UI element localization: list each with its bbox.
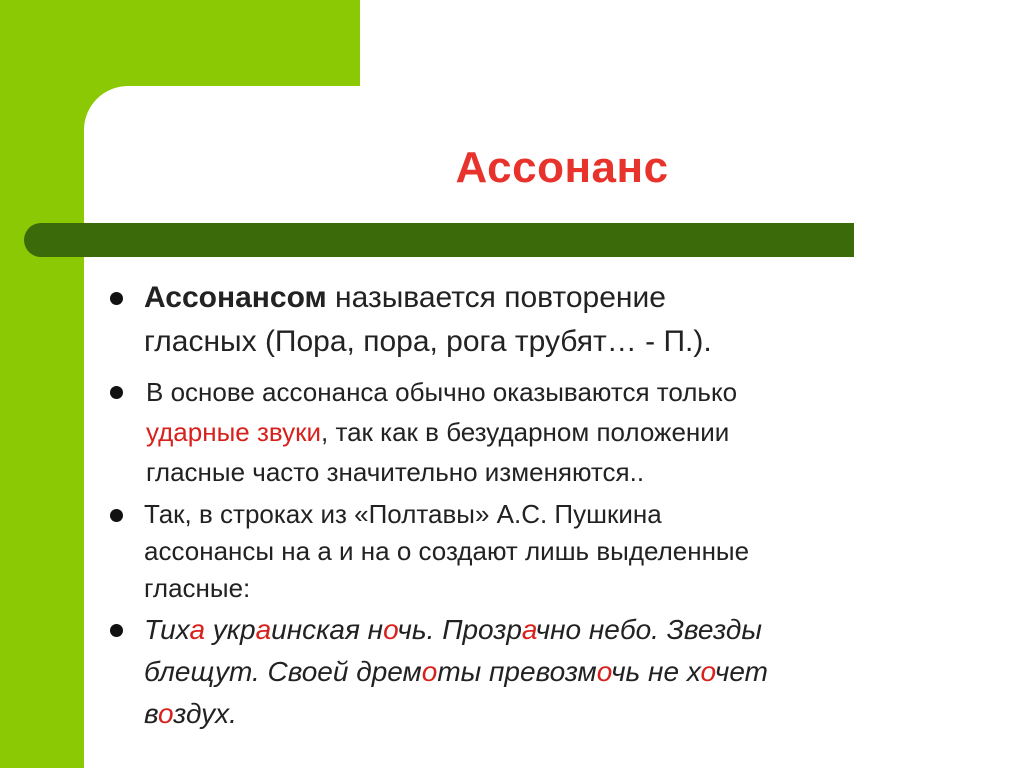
bullet-line: [144, 320, 1004, 364]
bullet-dot-icon: [110, 624, 123, 637]
bullet-line: [144, 693, 1004, 735]
slide-title: Ассонанс: [455, 143, 669, 192]
title-underline-bar: [24, 223, 854, 257]
bullet-line: [144, 533, 1004, 570]
bullet-dot-icon: [110, 509, 123, 522]
bullet-text: укр: [205, 614, 256, 645]
bullet-text: блещут. Своей дрем: [144, 656, 422, 687]
top-white-block: [360, 0, 1024, 86]
highlighted-text: а: [521, 614, 536, 645]
bullet-text: , так как в безударном положении: [321, 417, 730, 447]
highlighted-text: о: [421, 656, 438, 687]
bullet-text: гласные:: [144, 573, 251, 603]
bullet-item: [104, 372, 1004, 492]
bullet-line: [146, 372, 1004, 412]
bullet-line: [144, 651, 1004, 693]
bullet-text: чь не х: [611, 656, 701, 687]
bullet-text: Тих: [144, 614, 190, 645]
bullet-text: Так, в строках из «Полтавы» А.С. Пушкина: [144, 499, 662, 529]
bullet-text: гласные часто значительно изменяются..: [146, 457, 645, 487]
bullet-line: [144, 496, 1004, 533]
bullet-dot-icon: [110, 386, 123, 399]
bullet-text: чно небо. Звезды: [535, 614, 762, 645]
bullet-line: [146, 452, 1004, 492]
highlighted-text: ударные звуки: [146, 417, 322, 447]
bullet-item: [104, 609, 1004, 735]
bullet-text: в: [144, 698, 158, 729]
term-text: Ассонансом: [144, 281, 327, 314]
bullet-list: [104, 276, 1004, 735]
bullet-text: ассонансы на а и на о создают лишь выделенные: [144, 536, 750, 566]
bullet-line: [144, 276, 1004, 320]
bullet-text: чь. Прозр: [397, 614, 522, 645]
highlighted-text: о: [383, 614, 398, 645]
bullet-line: [144, 609, 1004, 651]
highlighted-text: о: [158, 698, 174, 729]
highlighted-text: о: [700, 656, 715, 687]
bullet-text: ты превозм: [437, 656, 597, 687]
bullet-line: [144, 570, 1004, 607]
bullet-text: гласных (Пора, пора, рога трубят… - П.).: [144, 325, 712, 358]
bullet-item: [104, 496, 1004, 607]
bullet-text: чет: [714, 656, 768, 687]
highlighted-text: а: [189, 614, 206, 645]
bullet-dot-icon: [110, 292, 123, 305]
bullet-text: называется повторение: [326, 281, 666, 314]
bullet-text: инская н: [271, 614, 384, 645]
bullet-line: [146, 412, 1004, 452]
bullet-item: [104, 276, 1004, 364]
bullet-text: В основе ассонанса обычно оказываются только: [146, 377, 738, 407]
bullet-text: здух.: [173, 698, 237, 729]
highlighted-text: о: [596, 656, 612, 687]
highlighted-text: а: [255, 614, 272, 645]
